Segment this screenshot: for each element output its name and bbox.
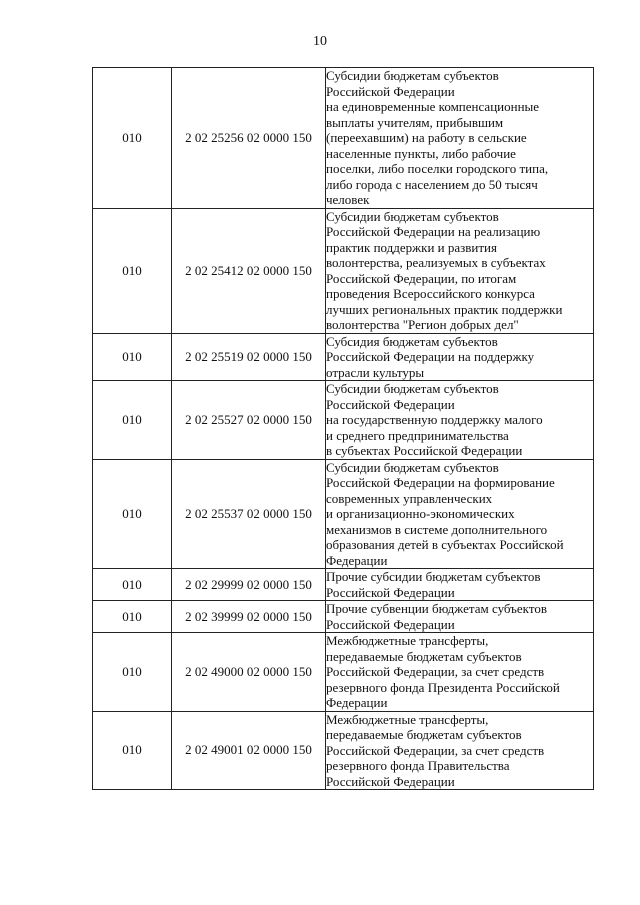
revenue-name-line: выплаты учителям, прибывшим: [326, 114, 504, 130]
table-row: [93, 459, 594, 569]
revenue-name-line: населенные пункты, либо рабочие: [326, 145, 516, 161]
table-row: [93, 68, 594, 209]
revenue-name-line: Российской Федерации: [326, 584, 455, 600]
revenue-name-line: Прочие субвенции бюджетам субъектов: [326, 601, 547, 616]
admin-code-cell: 010: [93, 333, 172, 381]
admin-code-cell: 010: [93, 459, 172, 569]
budget-classification-code-cell: 2 02 39999 02 0000 150: [172, 601, 326, 633]
revenue-name-line: Российской Федерации, за счет средств: [326, 742, 545, 758]
revenue-name-cell: [326, 633, 594, 712]
revenue-name-line: Российской Федерации, по итогам: [326, 270, 517, 286]
revenue-name-line: и среднего предпринимательства: [326, 427, 509, 443]
revenue-name-line: либо города с населением до 50 тысяч: [326, 176, 538, 192]
revenue-name-line: передаваемые бюджетам субъектов: [326, 648, 522, 664]
revenue-name-line: Прочие субсидии бюджетам субъектов: [326, 569, 541, 584]
revenue-name-line: на государственную поддержку малого: [326, 412, 543, 427]
budget-classification-code-cell: 2 02 25537 02 0000 150: [172, 459, 326, 569]
revenue-name-line: механизмов в системе дополнительного: [326, 521, 548, 537]
revenue-name-line: отрасли культуры: [326, 364, 425, 380]
table-row: [93, 711, 594, 790]
table-body: [93, 68, 594, 790]
revenue-name-line: Федерации: [326, 552, 388, 568]
revenue-name-line: на единовременные компенсационные: [326, 99, 540, 114]
revenue-name-line: Межбюджетные трансферты,: [326, 633, 489, 648]
revenue-name-line: волонтерства, реализуемых в субъектах: [326, 255, 546, 270]
budget-classification-code-cell: 2 02 25519 02 0000 150: [172, 333, 326, 381]
budget-codes-table: [92, 67, 594, 790]
revenue-name-cell: [326, 68, 594, 209]
revenue-name-line: Российской Федерации: [326, 616, 455, 632]
revenue-name-cell: [326, 459, 594, 569]
revenue-name-line: Субсидии бюджетам субъектов: [326, 68, 499, 83]
revenue-name-cell: [326, 381, 594, 460]
admin-code-cell: 010: [93, 569, 172, 601]
table-row: [93, 601, 594, 633]
admin-code-cell: 010: [93, 601, 172, 633]
revenue-name-line: проведения Всероссийского конкурса: [326, 286, 535, 301]
table-row: [93, 381, 594, 460]
revenue-name-cell: [326, 711, 594, 790]
revenue-name-line: Российской Федерации: [326, 773, 455, 789]
table-row: [93, 208, 594, 333]
revenue-name-cell: [326, 569, 594, 601]
revenue-name-line: поселки, либо поселки городского типа,: [326, 161, 549, 176]
revenue-name-line: Российской Федерации, за счет средств: [326, 664, 545, 679]
revenue-name-cell: [326, 601, 594, 633]
admin-code-cell: 010: [93, 68, 172, 209]
revenue-name-line: резервного фонда Правительства: [326, 758, 510, 773]
revenue-name-line: Субсидии бюджетам субъектов: [326, 208, 499, 224]
revenue-name-line: лучших региональных практик поддержки: [326, 301, 563, 317]
revenue-name-line: Российской Федерации на поддержку: [326, 349, 535, 364]
revenue-name-line: в субъектах Российской Федерации: [326, 443, 523, 458]
revenue-name-line: (переехавшим) на работу в сельские: [326, 130, 527, 145]
revenue-name-line: резервного фонда Президента Российской: [326, 679, 560, 695]
budget-classification-code-cell: 2 02 25527 02 0000 150: [172, 381, 326, 460]
revenue-name-cell: [326, 208, 594, 333]
admin-code-cell: 010: [93, 208, 172, 333]
revenue-name-line: практик поддержки и развития: [326, 239, 497, 255]
budget-classification-code-cell: 2 02 49000 02 0000 150: [172, 633, 326, 712]
revenue-name-line: Субсидия бюджетам субъектов: [326, 333, 498, 349]
revenue-name-line: Федерации: [326, 695, 388, 710]
budget-classification-code-cell: 2 02 25412 02 0000 150: [172, 208, 326, 333]
table-row: [93, 633, 594, 712]
revenue-name-cell: [326, 333, 594, 381]
page-number: 10: [313, 34, 327, 49]
revenue-name-line: Российской Федерации: [326, 396, 455, 412]
revenue-name-line: передаваемые бюджетам субъектов: [326, 727, 522, 742]
revenue-name-line: Российской Федерации на реализацию: [326, 224, 541, 239]
revenue-name-line: Субсидии бюджетам субъектов: [326, 459, 499, 475]
budget-classification-code-cell: 2 02 29999 02 0000 150: [172, 569, 326, 601]
admin-code-cell: 010: [93, 633, 172, 712]
admin-code-cell: 010: [93, 711, 172, 790]
revenue-name-line: Российской Федерации: [326, 83, 455, 99]
revenue-name-line: образования детей в субъектах Российской: [326, 537, 564, 552]
admin-code-cell: 010: [93, 381, 172, 460]
table-row: [93, 333, 594, 381]
table-row: [93, 569, 594, 601]
revenue-name-line: Межбюджетные трансферты,: [326, 711, 489, 727]
revenue-name-line: современных управленческих: [326, 490, 493, 506]
revenue-name-line: человек: [326, 192, 370, 207]
budget-classification-code-cell: 2 02 49001 02 0000 150: [172, 711, 326, 790]
revenue-name-line: волонтерства "Регион добрых дел": [326, 317, 519, 332]
budget-classification-code-cell: 2 02 25256 02 0000 150: [172, 68, 326, 209]
revenue-name-line: Субсидии бюджетам субъектов: [326, 381, 499, 396]
revenue-name-line: и организационно-экономических: [326, 506, 515, 521]
revenue-name-line: Российской Федерации на формирование: [326, 475, 555, 490]
